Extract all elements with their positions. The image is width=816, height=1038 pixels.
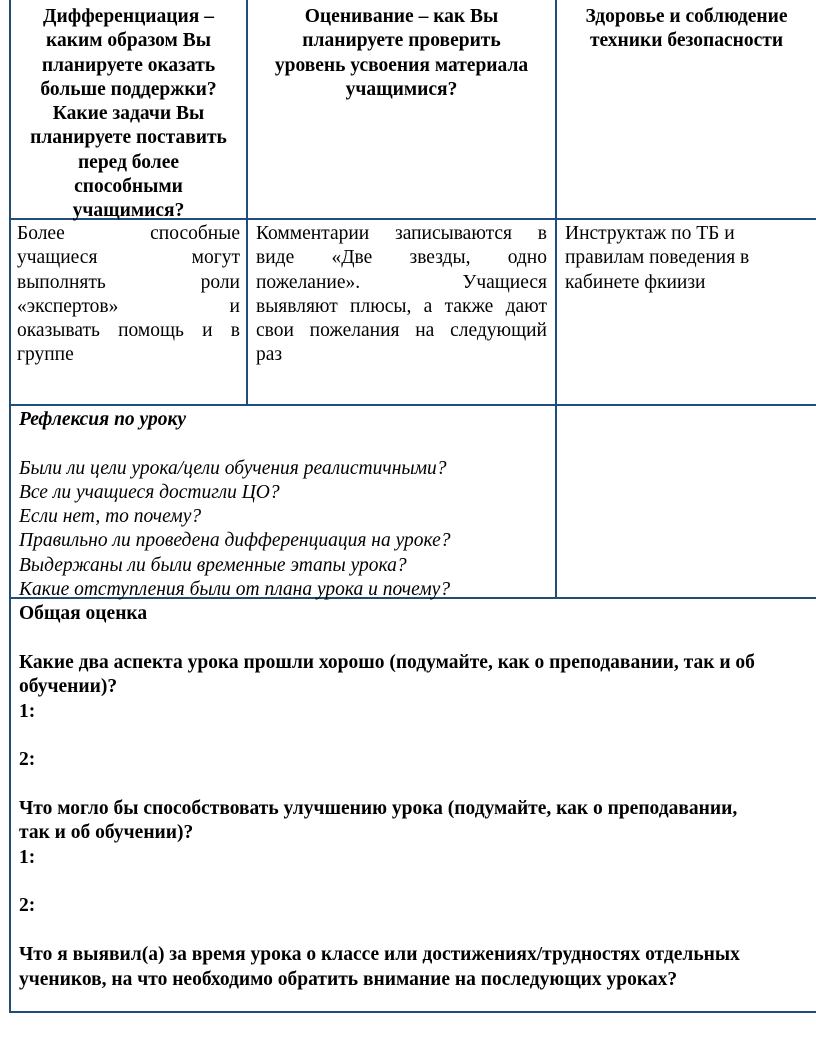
answer-label: 2:	[19, 749, 36, 771]
text-line: кабинете фкиизи	[565, 271, 706, 293]
header-line: больше поддержки?	[40, 78, 217, 100]
header-line: каким образом Вы	[46, 30, 211, 52]
header-line: Здоровье и соблюдение	[585, 6, 788, 27]
column-divider-2	[555, 0, 557, 598]
row1-differentiation	[17, 222, 240, 368]
text-line: раз	[256, 344, 283, 366]
reflection-question: Были ли цели урока/цели обучения реалистичными?	[19, 457, 447, 479]
row1-divider	[9, 404, 816, 406]
header-differentiation	[11, 5, 246, 224]
reflection-question: Какие отступления были от плана урока и почему?	[19, 579, 451, 601]
general-question-2: так и об обучении)?	[19, 822, 194, 844]
text-line: Более способные	[17, 223, 240, 244]
answer-label: 1:	[19, 700, 36, 722]
text-line: оказывать помощь и в	[17, 320, 240, 342]
header-line: учащимися?	[72, 200, 185, 222]
text-line: учащиеся могут	[17, 247, 240, 269]
text-line: выявляют плюсы, а также дают	[256, 295, 547, 317]
header-line: планируете поставить	[30, 127, 227, 149]
header-line: техники безопасности	[589, 30, 784, 52]
header-line: планируете оказать	[41, 54, 216, 76]
answer-label: 1:	[19, 846, 36, 868]
general-question-3: учеников, на что необходимо обратить внимание на последующих уроках?	[19, 968, 678, 990]
text-line: группе	[17, 344, 74, 366]
text-line: виде «Две звезды, одно	[256, 247, 547, 269]
header-line: уровень усвоения материала	[274, 54, 529, 76]
header-line: Какие задачи Вы	[52, 103, 205, 125]
header-line: планируете проверить	[302, 30, 501, 52]
general-assessment-section	[19, 602, 816, 992]
header-line: перед более	[77, 151, 180, 173]
header-line: учащимися?	[345, 78, 458, 100]
header-line: Оценивание – как Вы	[304, 6, 499, 27]
text-line: Инструктаж по ТБ и	[565, 223, 735, 244]
reflection-section	[19, 408, 553, 602]
row1-assessment	[256, 222, 547, 368]
general-question-1: обучении)?	[19, 676, 118, 698]
answer-label: 2:	[19, 895, 36, 917]
text-line: свои пожелания на следующий	[256, 320, 547, 342]
reflection-title: Рефлексия по уроку	[19, 409, 186, 430]
general-question-1: Какие два аспекта урока прошли хорошо (подумайте, как о преподавании, так и об	[19, 651, 755, 673]
reflection-question: Правильно ли проведена дифференциация на уроке?	[19, 530, 451, 552]
text-line: правилам поведения в	[565, 247, 750, 269]
reflection-question: Если нет, то почему?	[19, 506, 202, 528]
general-question-2: Что могло бы способствовать улучшению урока (подумайте, как о преподавании,	[19, 797, 738, 819]
row1-health-safety	[565, 222, 810, 295]
table-bottom-border	[9, 1011, 816, 1013]
text-line: выполнять роли	[17, 271, 240, 293]
reflection-question: Выдержаны ли были временные этапы урока?	[19, 554, 407, 576]
header-line: Дифференциация –	[43, 6, 214, 27]
header-health-safety	[557, 5, 816, 54]
header-line: способными	[74, 176, 183, 198]
text-line: пожелание». Учащиеся	[256, 271, 547, 293]
header-assessment	[248, 5, 555, 102]
general-question-3: Что я выявил(а) за время урока о классе или достижениях/трудностях отдельных	[19, 944, 740, 966]
text-line: «экспертов» и	[17, 295, 240, 317]
general-title: Общая оценка	[19, 603, 148, 624]
reflection-question: Все ли учащиеся достигли ЦО?	[19, 481, 280, 503]
text-line: Комментарии записываются в	[256, 223, 547, 244]
